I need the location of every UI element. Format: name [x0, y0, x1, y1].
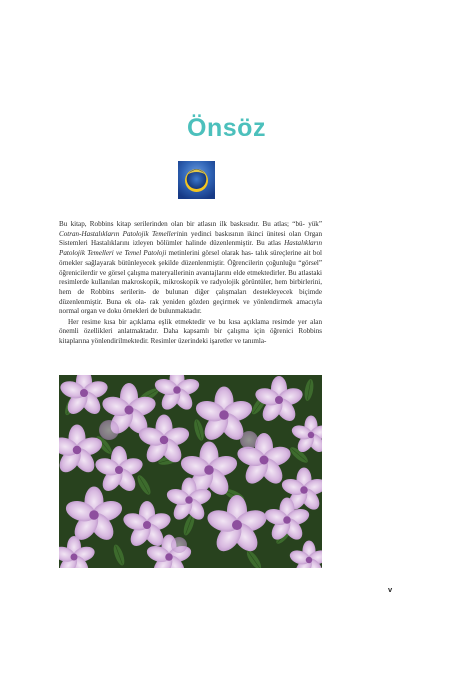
paragraph-1-text-a: Bu kitap, Robbins kitap serilerinden olan bir atlasın ilk baskısıdır. Bu atlas; “bü- yük”	[59, 220, 322, 228]
paragraph-1-text-c: metinlerini görsel olarak has- talık süreçlerine ait bol örnekler sağlayarak bütünleyecek şekilde düzenlenmiştir. Öğrencilerin çoğunluğu “görsel” öğrenicilerdir ve görsel çalışma materyallerinin avantajlarını elde etmektedirler. Bu atlastaki resimlerde kullanılan makroskopik, mikroskopik ve radyolojik görüntüler, hem birbirlerini, hem de Robbins serilerin- de bulunan diğer çalışmaları destekleyecek biçimde düzenlenmiştir. Buna ek ola- rak yeniden gözden geçirmek ve yönlendirmek amacıyla normal organ ve doku örnekleri de bulunmaktadır.	[59, 249, 322, 316]
preface-paragraph-2: Her resime kısa bir açıklama eşlik etmektedir ve bu kısa açıklama resimde yer alan önemli özellikleri anlatmaktadır. Daha kapsamlı bir çalışma için öğrenici Robbins kitaplarına yönlendirilmektedir. Resimler üzerindeki işaretler ve tanımla-	[59, 317, 322, 345]
paragraph-1-text-b: nin yedinci baskısının ikinci ünitesi olan Organ Sistemleri Hastalıklarını izleyen bölümler halinde düzenlenmiştir. Bu atlas	[59, 229, 322, 248]
azalea-flowers-photo	[59, 375, 322, 568]
preface-body	[59, 220, 322, 347]
page-title: Önsöz	[187, 114, 266, 142]
book-title-cotran: Cotran-Hastalıkların Patolojik Temelleri	[59, 229, 179, 238]
page-number: v	[388, 585, 393, 594]
crescent-emblem-icon	[178, 161, 215, 199]
preface-paragraph-1	[59, 220, 322, 317]
book-title-basic-pathology: Hastalıkların Patolojik Temelleri ve Temel Patoloji	[59, 239, 322, 258]
